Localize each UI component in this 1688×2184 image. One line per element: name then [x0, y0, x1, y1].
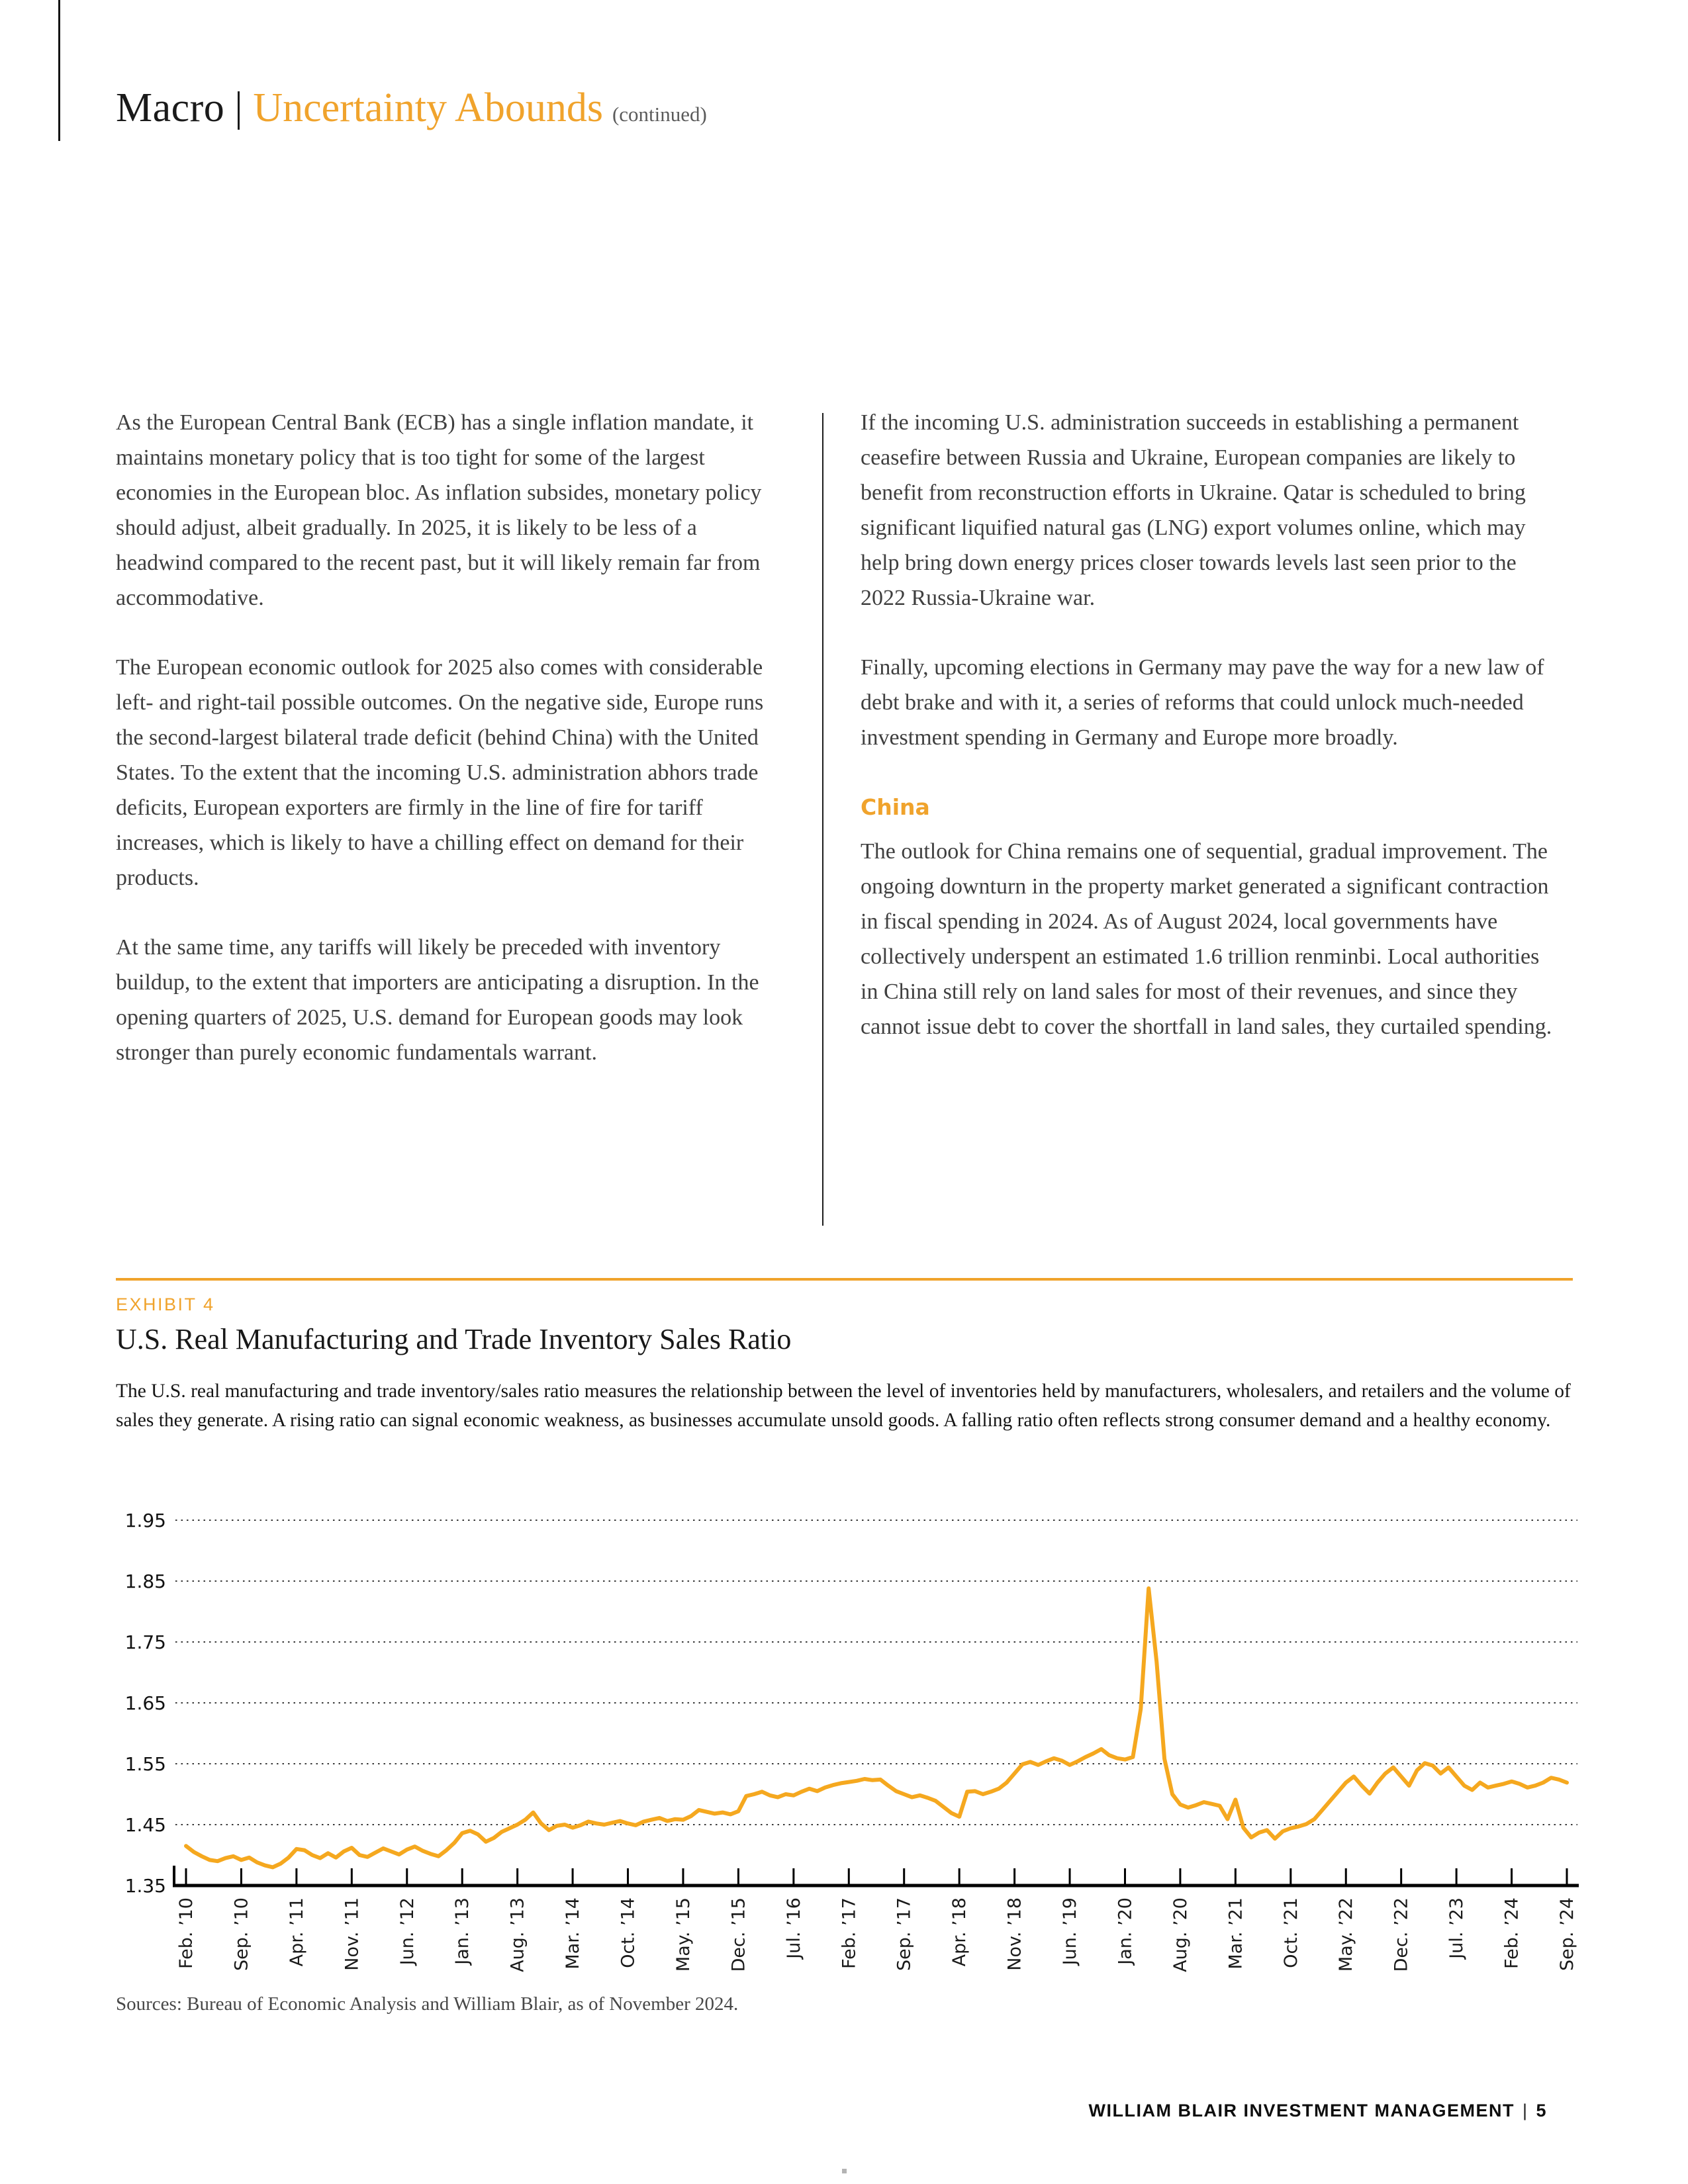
line-chart [113, 1502, 1579, 2012]
x-tick-label: Sep. ’17 [894, 1897, 915, 1971]
exhibit-description: The U.S. real manufacturing and trade inventory/sales ratio measures the relationship between the level of inventories held by manufacturers, wholesalers, and retailers and the volume of sales they generate. A rising ratio can signal economic weakness, as businesses accumulate unsold goods. A falling ratio often reflects strong consumer demand and a healthy economy. [116, 1381, 1571, 1431]
corner-rule [58, 0, 60, 141]
x-tick-label: Oct. ’14 [618, 1897, 639, 1968]
paragraph: The European economic outlook for 2025 also comes with considerable left- and right-tail possible outcomes. On the negative side, Europe runs the second-largest bilateral trade deficit (behind China) with the United States. To the extent that the incoming U.S. administration abhors trade deficits, European exporters are firmly in the line of fire for tariff increases, which is likely to have a chilling effect on demand for their products. [116, 655, 764, 890]
y-tick-label: 1.55 [124, 1753, 166, 1775]
x-tick-label: May. ’15 [673, 1897, 694, 1972]
x-tick-label: Mar. ’21 [1225, 1897, 1246, 1970]
footer-page-number: 5 [1536, 2101, 1547, 2120]
exhibit-rule [116, 1278, 1573, 1281]
x-tick-label: Apr. ’18 [949, 1897, 970, 1967]
x-tick-label: Jan. ’20 [1115, 1897, 1136, 1965]
paragraph: At the same time, any tariffs will likely be preceded with inventory buildup, to the extent that importers are anticipating a disruption. In the opening quarters of 2025, U.S. demand for European goods may look stronger than purely economic fundamentals warrant. [116, 935, 759, 1065]
continued-label: (continued) [612, 103, 707, 126]
x-tick-label: Dec. ’15 [728, 1897, 749, 1972]
paragraph: As the European Central Bank (ECB) has a single inflation mandate, it maintains monetary policy that is too tight for some of the largest economies in the European bloc. As inflation subsides, monetary policy should adjust, albeit gradually. In 2025, it is likely to be less of a headwind compared to the recent past, but it will likely remain far from accommodative. [116, 410, 762, 610]
x-tick-label: Sep. ’10 [231, 1897, 252, 1971]
section-title: Macro [116, 85, 225, 130]
paragraph: If the incoming U.S. administration succeeds in establishing a permanent ceasefire between Russia and Ukraine, European companies are likely to benefit from reconstruction efforts in Ukraine. Qatar is scheduled to bring significant liquified natural gas (LNG) export volumes online, which may help bring down energy prices closer towards levels last seen prior to the 2022 Russia-Ukraine war. [861, 410, 1526, 610]
x-tick-label: May. ’22 [1336, 1897, 1357, 1972]
left-column [116, 405, 786, 1105]
x-tick-label: Feb. ’17 [839, 1897, 860, 1969]
sources-note: Sources: Bureau of Economic Analysis and William Blair, as of November 2024. [116, 1993, 739, 2015]
x-tick-label: Oct. ’21 [1280, 1897, 1301, 1968]
footer-company: WILLIAM BLAIR INVESTMENT MANAGEMENT [1088, 2101, 1515, 2120]
x-tick-label: Jul. ’16 [783, 1897, 804, 1959]
series-line [186, 1588, 1567, 1867]
x-tick-label: Aug. ’13 [507, 1897, 528, 1972]
china-heading: China [861, 794, 930, 820]
x-tick-label: Feb. ’10 [176, 1897, 197, 1969]
y-tick-label: 1.75 [124, 1631, 166, 1653]
exhibit-title: U.S. Real Manufacturing and Trade Inventory Sales Ratio [116, 1323, 792, 1355]
x-tick-label: Nov. ’18 [1004, 1897, 1025, 1971]
y-tick-label: 1.85 [124, 1570, 166, 1592]
column-divider [822, 413, 823, 1226]
page-title: Uncertainty Abounds [253, 85, 603, 130]
x-tick-label: Jan. ’13 [452, 1897, 473, 1965]
right-column [861, 405, 1554, 1079]
x-tick-label: Feb. ’24 [1501, 1897, 1523, 1969]
x-tick-label: Aug. ’20 [1170, 1897, 1191, 1972]
page-header [116, 85, 707, 132]
x-tick-label: Sep. ’24 [1557, 1897, 1577, 1971]
x-tick-label: Mar. ’14 [563, 1897, 584, 1970]
paragraph: The outlook for China remains one of sequential, gradual improvement. The ongoing downturn in the property market generated a significant contraction in fiscal spending in 2024. As of August 2024, local governments have collectively underspent an estimated 1.6 trillion renminbi. Local authorities in China still rely on land sales for most of their revenues, and since they cannot issue debt to cover the shortfall in land sales, they curtailed spending. [861, 839, 1552, 1039]
x-tick-label: Jun. ’12 [397, 1897, 418, 1966]
paragraph: Finally, upcoming elections in Germany may pave the way for a new law of debt brake and with it, a series of reforms that could unlock much-needed investment spending in Germany and Europe more broadly. [861, 655, 1544, 750]
y-tick-label: 1.65 [124, 1692, 166, 1714]
x-tick-label: Nov. ’11 [342, 1897, 363, 1971]
x-tick-label: Jun. ’19 [1060, 1897, 1081, 1966]
page-footer [1088, 2101, 1547, 2121]
header-divider [238, 91, 240, 130]
exhibit-label: EXHIBIT 4 [116, 1295, 215, 1314]
y-tick-label: 1.35 [124, 1875, 166, 1897]
x-tick-label: Dec. ’22 [1391, 1897, 1412, 1972]
y-tick-label: 1.45 [124, 1814, 166, 1836]
x-tick-label: Apr. ’11 [286, 1897, 307, 1967]
x-tick-label: Jul. ’23 [1446, 1897, 1468, 1959]
page-marker-dot [842, 2169, 847, 2173]
footer-divider: | [1522, 2101, 1528, 2120]
y-tick-label: 1.95 [124, 1510, 166, 1531]
